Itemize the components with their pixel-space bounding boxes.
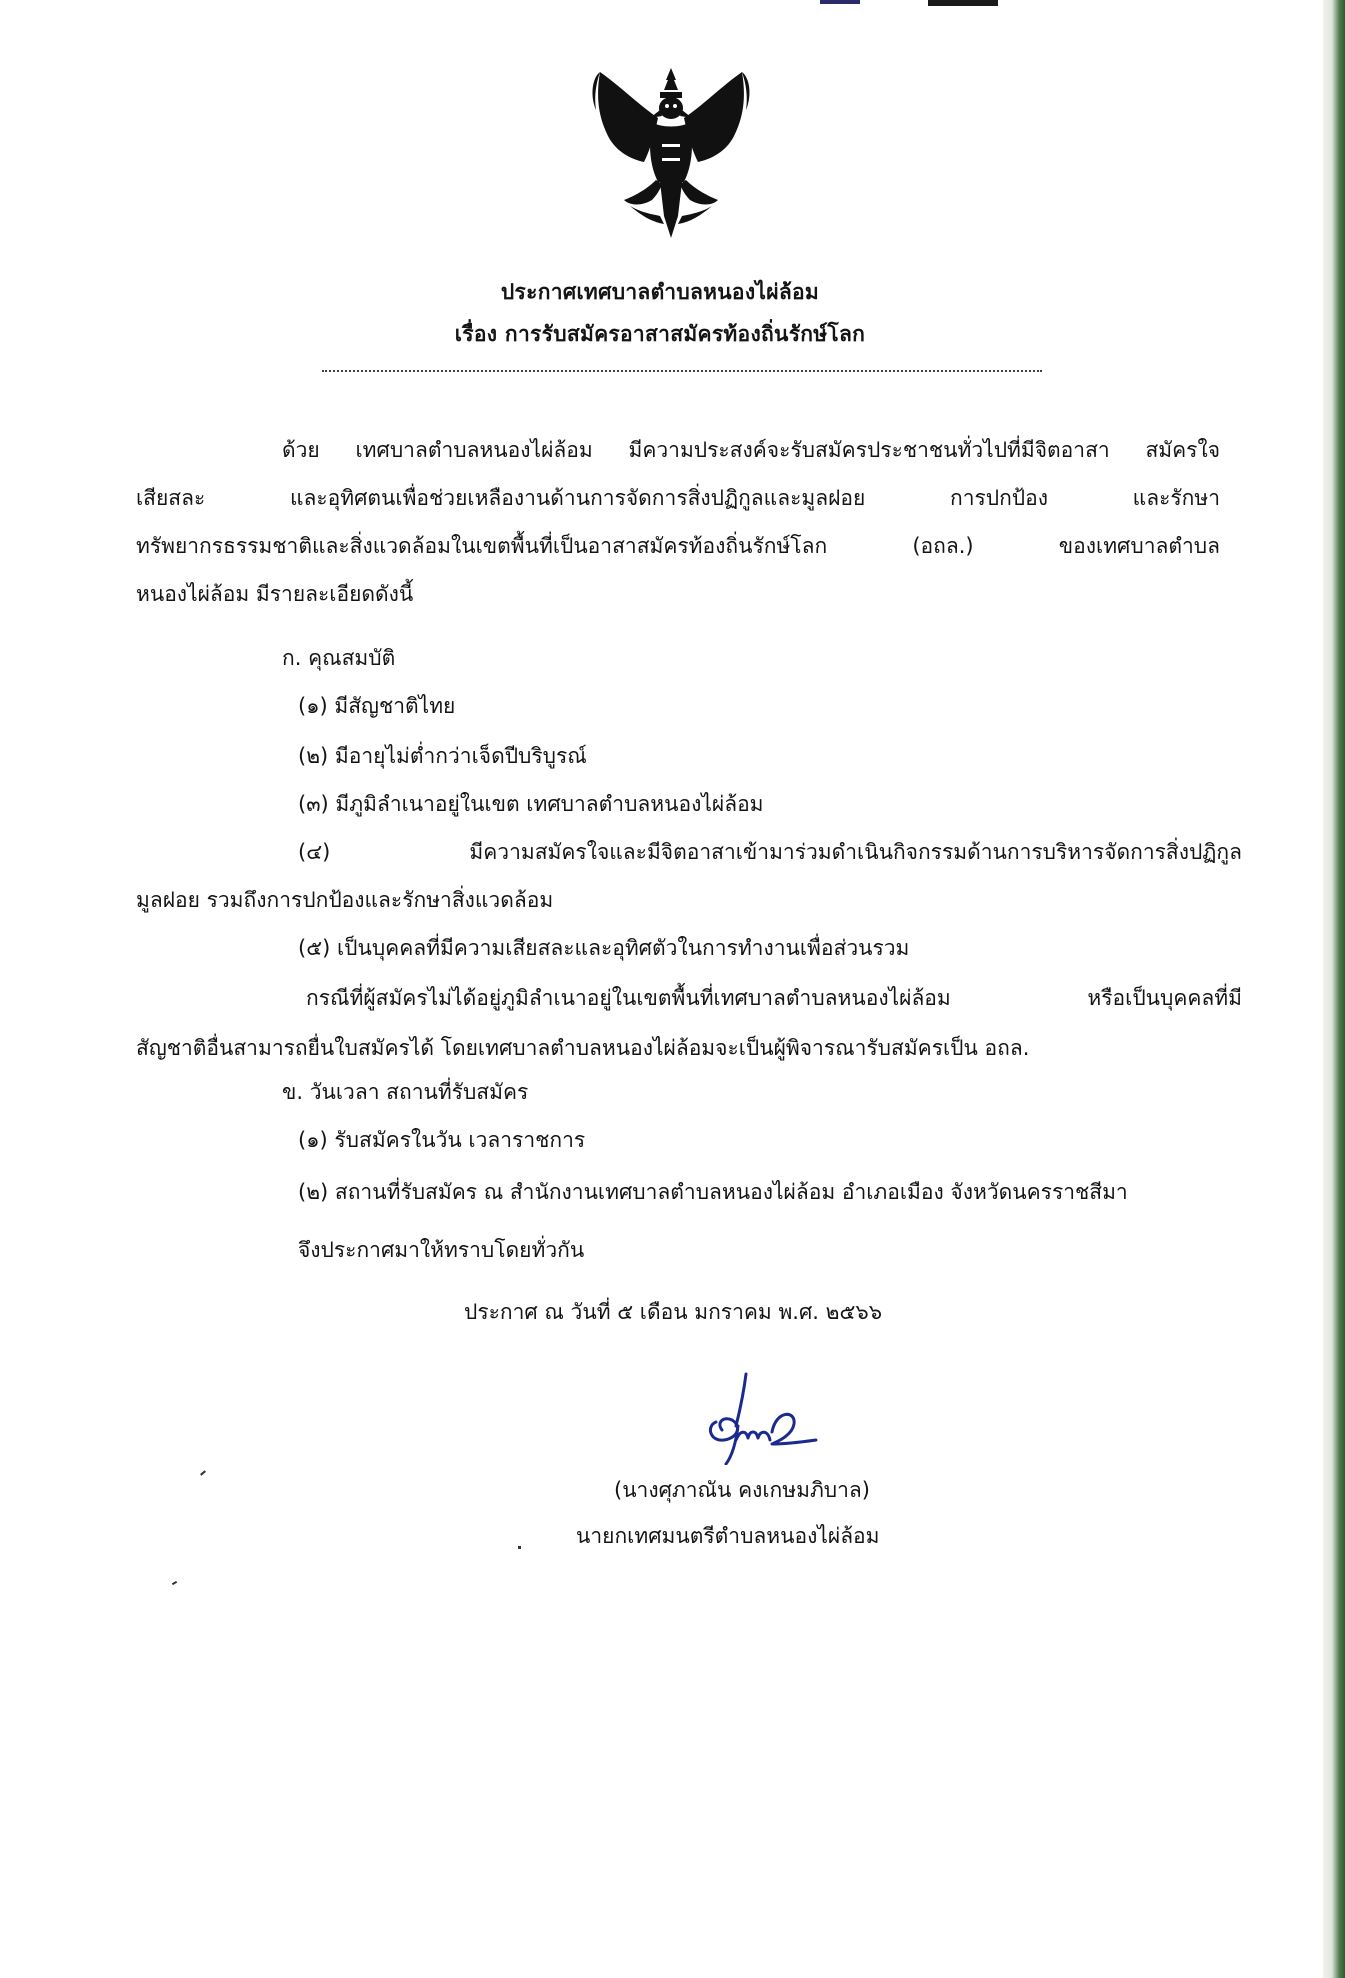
list-item: (๑) รับสมัครในวัน เวลาราชการ — [298, 1128, 586, 1152]
exception-line: กรณีที่ผู้สมัครไม่ได้อยู่ภูมิลำเนาอยู่ในเขตพื้นที่เทศบาลตำบลหนองไผ่ล้อม หรือเป็นบุคคลที่มี — [306, 986, 1242, 1010]
intro-line: ทรัพยากรธรรมชาติและสิ่งแวดล้อมในเขตพื้นที่เป็นอาสาสมัครท้องถิ่นรักษ์โลก (อถล.) ของเทศบาลตำบล — [136, 534, 1220, 558]
signatory-name: (นางศุภาณัน คงเกษมภิบาล) — [614, 1478, 870, 1502]
list-item: (๒) มีอายุไม่ต่ำกว่าเจ็ดปีบริบูรณ์ — [298, 744, 587, 768]
list-item: (๕) เป็นบุคคลที่มีความเสียสละและอุทิศตัวในการทำงานเพื่อส่วนรวม — [298, 936, 910, 960]
signatory-position: นายกเทศมนตรีตำบลหนองไผ่ล้อม — [576, 1524, 880, 1548]
closing-line: จึงประกาศมาให้ทราบโดยทั่วกัน — [298, 1238, 585, 1262]
list-item: (๒) สถานที่รับสมัคร ณ สำนักงานเทศบาลตำบลหนองไผ่ล้อม อำเภอเมือง จังหวัดนครราชสีมา — [298, 1180, 1128, 1204]
title-divider — [322, 370, 1042, 376]
garuda-emblem-icon — [590, 66, 752, 241]
announcement-title: ประกาศเทศบาลตำบลหนองไผ่ล้อม — [500, 280, 820, 304]
section-heading: ก. คุณสมบัติ — [282, 646, 396, 670]
scan-speck — [200, 1470, 206, 1475]
intro-line: ด้วย เทศบาลตำบลหนองไผ่ล้อม มีความประสงค์จะรับสมัครประชาชนทั่วไปที่มีจิตอาสา สมัครใจ — [282, 438, 1220, 462]
scan-speck — [518, 1546, 521, 1549]
intro-line: หนองไผ่ล้อม มีรายละเอียดดังนี้ — [136, 582, 414, 606]
intro-line: เสียสละ และอุทิศตนเพื่อช่วยเหลืองานด้านการจัดการสิ่งปฏิกูลและมูลฝอย การปกป้อง และรักษา — [136, 486, 1220, 510]
section-heading: ข. วันเวลา สถานที่รับสมัคร — [282, 1080, 529, 1104]
list-item: (๓) มีภูมิลำเนาอยู่ในเขต เทศบาลตำบลหนองไผ่ล้อม — [298, 792, 764, 816]
exception-line: สัญชาติอื่นสามารถยื่นใบสมัครได้ โดยเทศบาลตำบลหนองไผ่ล้อมจะเป็นผู้พิจารณารับสมัครเป็น อถล. — [136, 1036, 1030, 1060]
list-item: (๑) มีสัญชาติไทย — [298, 694, 456, 718]
announcement-subject: เรื่อง การรับสมัครอาสาสมัครท้องถิ่นรักษ์โลก — [454, 322, 866, 346]
date-line: ประกาศ ณ วันที่ ๕ เดือน มกราคม พ.ศ. ๒๕๖๖ — [464, 1300, 883, 1324]
scan-speck — [172, 1581, 177, 1585]
list-item-continuation: มูลฝอย รวมถึงการปกป้องและรักษาสิ่งแวดล้อม — [136, 888, 554, 912]
list-item: (๔) มีความสมัครใจและมีจิตอาสาเข้ามาร่วมดำเนินกิจกรรมด้านการบริหารจัดการสิ่งปฏิกูล — [298, 840, 1242, 864]
signature-icon — [676, 1370, 826, 1465]
scan-edge — [1323, 0, 1345, 1978]
